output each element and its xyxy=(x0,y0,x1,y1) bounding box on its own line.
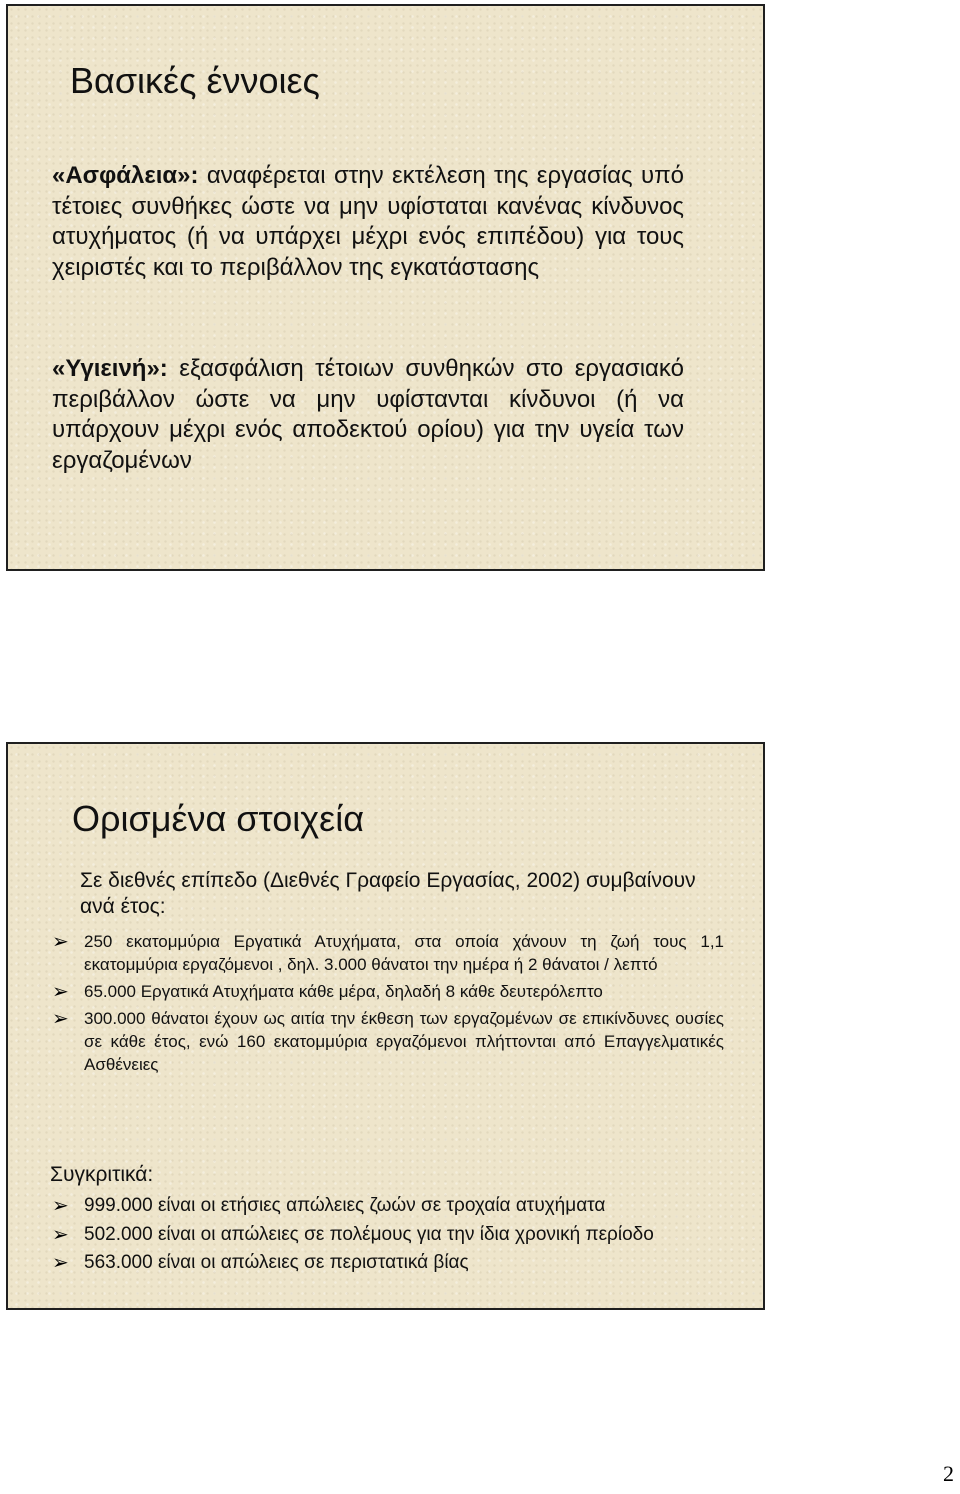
fact-text: 65.000 Εργατικά Ατυχήματα κάθε μέρα, δηλαδή 8 κάθε δευτερόλεπτο xyxy=(84,982,603,1001)
page-number: 2 xyxy=(943,1461,954,1486)
list-item xyxy=(52,1194,742,1218)
facts-list xyxy=(52,930,724,1080)
arrowhead-bullet-icon: ➢ xyxy=(52,1223,69,1246)
definition-hygiene xyxy=(52,354,684,476)
arrowhead-bullet-icon: ➢ xyxy=(52,1252,69,1274)
slide-basic-concepts xyxy=(6,4,765,571)
definition-safety-text: αναφέρεται στην εκτέλεση της εργασίας υπό τέτοιες συνθήκες ώστε να μην υφίσταται κανένας κίνδυνος ατυχήματος (ή να υπάρχει μέχρι ενός επιπέδου) για τους χειριστές και το περιβάλλον της εγκατάστασης xyxy=(52,162,684,281)
fact-text: 250 εκατομμύρια Εργατικά Ατυχήματα, στα οποία χάνουν τη ζωή τους 1,1 εκατομμύρια εργαζόμενοι , δηλ. 3.000 θάνατοι την ημέρα ή 2 θάνατοι / λεπτό xyxy=(84,932,724,974)
slide-some-facts xyxy=(6,742,765,1310)
list-item xyxy=(52,1251,742,1275)
comparison-text: 502.000 είναι οι απώλειες σε πολέμους για την ίδια χρονική περίοδο xyxy=(84,1223,654,1245)
comparisons-label: Συγκριτικά: xyxy=(50,1163,154,1186)
term-safety: «Ασφάλεια»: xyxy=(52,162,199,189)
comparison-text: 563.000 είναι οι απώλειες σε περιστατικά βίας xyxy=(84,1252,469,1273)
comparisons-list xyxy=(52,1194,742,1280)
comparison-text: 999.000 είναι οι ετήσιες απώλειες ζωών σε τροχαία ατυχήματα xyxy=(84,1195,606,1216)
list-item xyxy=(52,1007,724,1076)
arrowhead-bullet-icon: ➢ xyxy=(52,931,69,953)
list-item xyxy=(52,980,724,1003)
definition-hygiene-text: εξασφάλιση τέτοιων συνθηκών στο εργασιακό περιβάλλον ώστε να μην υφίστανται κίνδυνοι (ή να υπάρχουν μέχρι ενός αποδεκτού ορίου) για την υγεία των εργαζομένων xyxy=(52,355,684,474)
fact-text: 300.000 θάνατοι έχουν ως αιτία την έκθεση των εργαζομένων σε επικίνδυνες ουσίες σε κάθε έτος, ενώ 160 εκατομμύρια εργαζόμενοι πλήττονται από Επαγγελματικές Ασθένειες xyxy=(84,1009,724,1074)
facts-intro: Σε διεθνές επίπεδο (Διεθνές Γραφείο Εργασίας, 2002) συμβαίνουν ανά έτος: xyxy=(80,869,696,918)
term-hygiene: «Υγιεινή»: xyxy=(52,355,168,382)
arrowhead-bullet-icon: ➢ xyxy=(52,1008,69,1030)
slide-title: Ορισμένα στοιχεία xyxy=(72,798,365,839)
list-item xyxy=(52,930,724,976)
arrowhead-bullet-icon: ➢ xyxy=(52,1195,69,1217)
arrowhead-bullet-icon: ➢ xyxy=(52,981,69,1003)
slide-title: Βασικές έννοιες xyxy=(70,60,320,101)
list-item xyxy=(52,1223,742,1247)
definition-safety xyxy=(52,161,684,283)
